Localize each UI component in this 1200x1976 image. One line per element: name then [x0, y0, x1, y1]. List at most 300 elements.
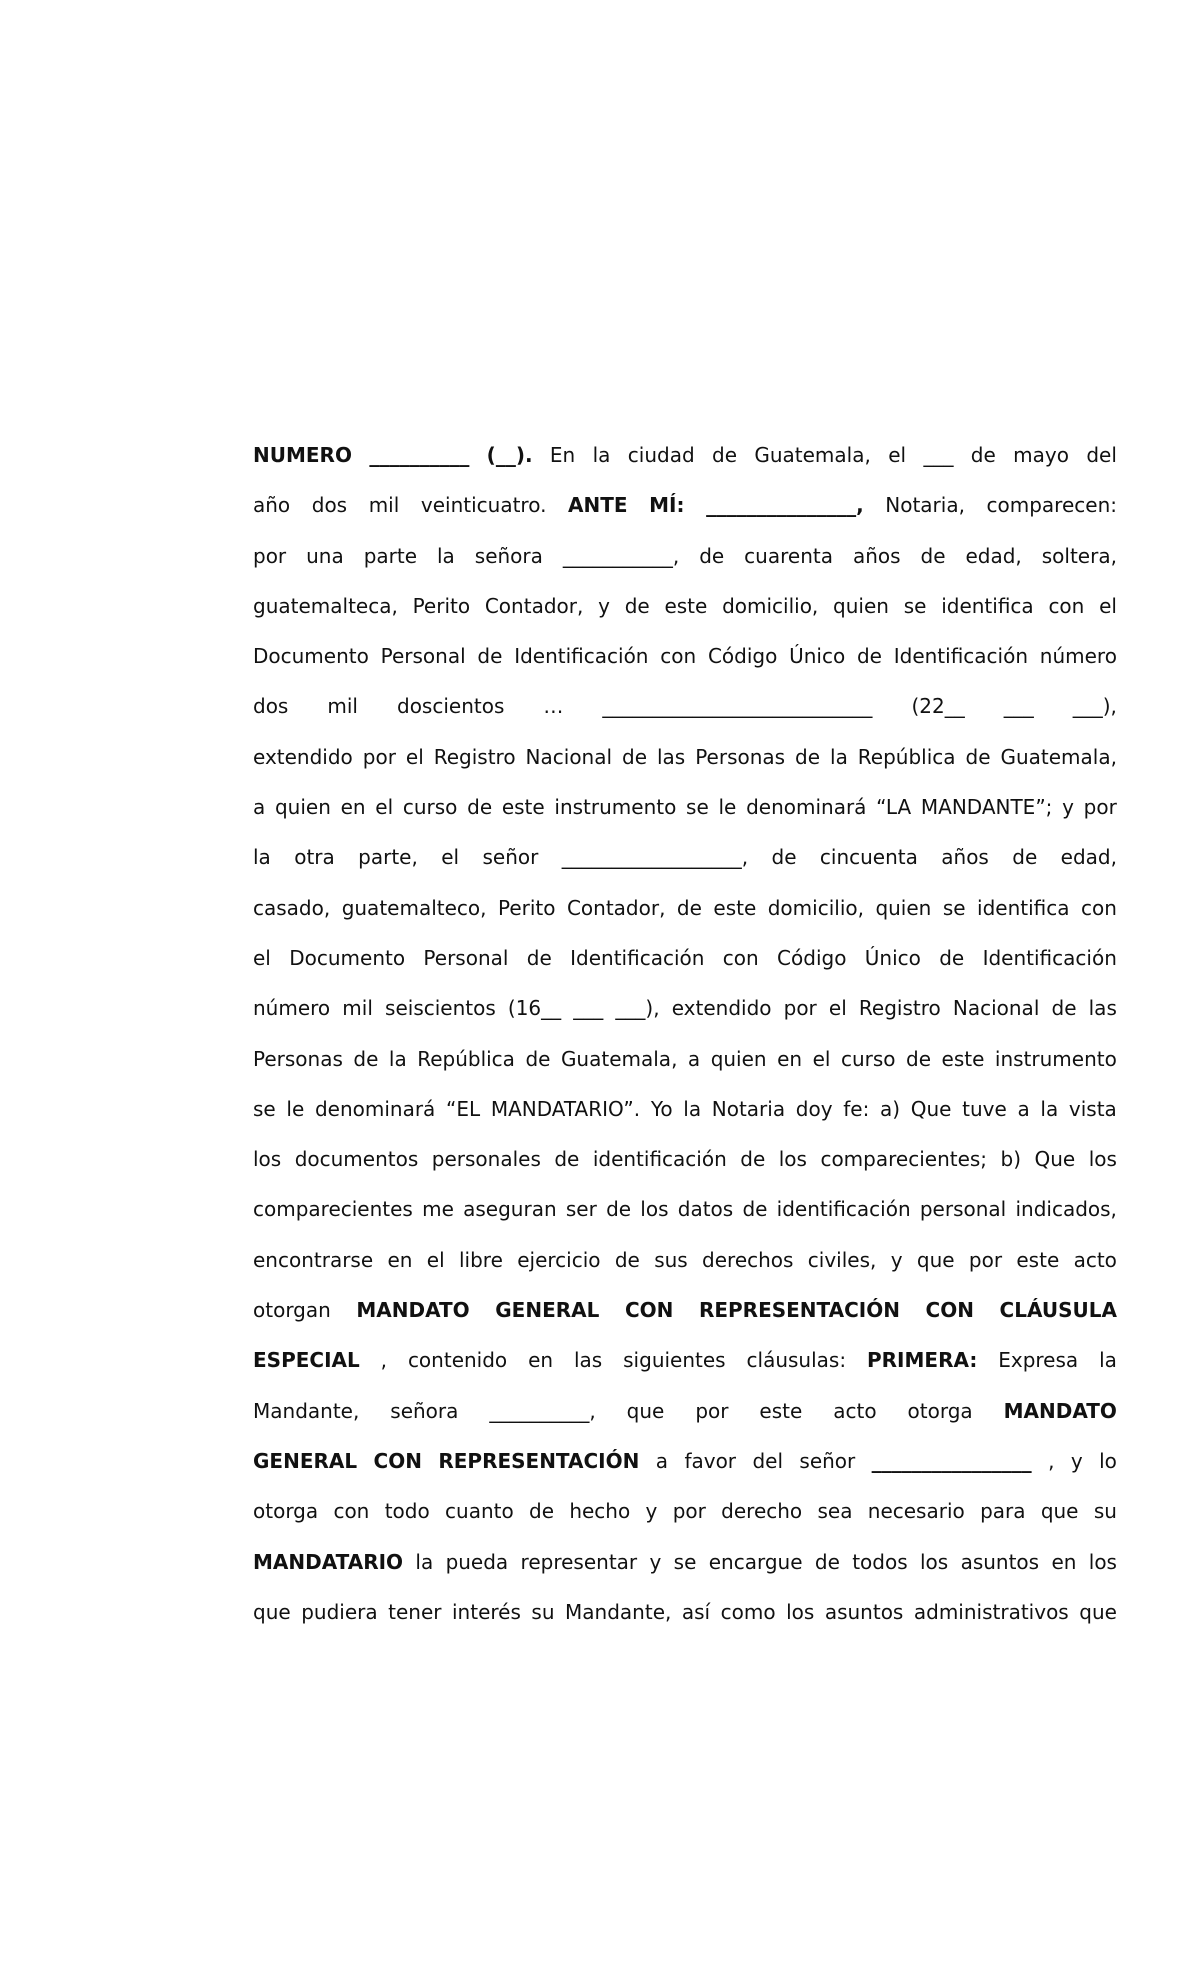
document-word: Nacional	[525, 744, 613, 769]
document-word: edad,	[965, 543, 1022, 568]
document-line	[253, 1335, 1117, 1385]
document-word: de	[624, 593, 650, 618]
document-line	[253, 1285, 1117, 1335]
document-word: fe:	[843, 1096, 870, 1121]
document-word: Mandante,	[565, 1599, 672, 1624]
document-word: de	[939, 945, 965, 970]
document-word: identificación	[776, 1197, 911, 1222]
document-word: favor	[684, 1448, 737, 1473]
document-word: con	[1048, 593, 1085, 618]
document-word: REPRESENTACIÓN	[438, 1448, 640, 1473]
document-word: el	[405, 744, 424, 769]
document-word: MANDATO	[1003, 1398, 1117, 1423]
document-word: GENERAL	[495, 1298, 600, 1323]
document-word: Personas	[253, 1046, 343, 1071]
document-word: todo	[384, 1499, 430, 1524]
document-word: este	[501, 795, 545, 820]
document-word: datos	[677, 1197, 734, 1222]
document-word: el	[888, 443, 907, 467]
document-word: otorga	[253, 1499, 319, 1524]
document-word: de	[920, 543, 946, 568]
document-word: Nacional	[952, 996, 1040, 1021]
document-line	[253, 883, 1117, 933]
document-line	[253, 933, 1117, 983]
document-word: ,	[1048, 1448, 1055, 1473]
document-word: Identificación	[514, 644, 649, 669]
document-word: __________________,	[561, 845, 749, 870]
document-line	[253, 1184, 1117, 1234]
document-word: Expresa	[998, 1348, 1079, 1373]
document-line	[253, 531, 1117, 581]
document-word: Identificación	[982, 945, 1117, 970]
document-word: de	[965, 744, 991, 769]
document-word: ANTE	[568, 493, 628, 518]
document-word: que	[253, 1599, 291, 1624]
document-word: mil	[327, 694, 358, 719]
document-word: asuntos	[824, 1599, 904, 1624]
document-word: este	[1016, 1247, 1060, 1272]
document-word: veinticuatro.	[420, 493, 547, 518]
document-word: acto	[1073, 1247, 1117, 1272]
document-word: doscientos	[397, 694, 505, 719]
document-word: las	[1088, 996, 1117, 1021]
document-word: este	[664, 593, 708, 618]
document-word: pudiera	[301, 1599, 378, 1624]
document-word: Documento	[289, 945, 406, 970]
document-word: ___	[1003, 694, 1034, 719]
document-word: acto	[833, 1398, 877, 1423]
document-word: la	[683, 1096, 702, 1121]
document-word: quien	[833, 593, 889, 618]
document-word: guatemalteco,	[341, 895, 487, 920]
document-word: siguientes	[623, 1348, 726, 1373]
document-word: MANDATARIO	[253, 1549, 404, 1574]
document-word: los	[920, 1549, 949, 1574]
document-word: mil	[368, 493, 400, 518]
document-word: por	[672, 1499, 706, 1524]
document-word: ___),	[1072, 694, 1117, 719]
document-word: número	[253, 996, 331, 1021]
document-word: se	[903, 593, 927, 618]
document-word: Código	[707, 644, 778, 669]
document-word: comparecen:	[986, 493, 1117, 518]
document-line	[253, 1134, 1117, 1184]
document-word: la	[253, 845, 271, 870]
document-word: Documento	[253, 644, 369, 669]
document-word: República	[857, 744, 956, 769]
document-word: ________________	[871, 1448, 1032, 1473]
document-word: __________	[369, 443, 470, 467]
document-word: CON	[373, 1448, 422, 1473]
document-word: indicados,	[1015, 1197, 1117, 1222]
document-word: NUMERO	[253, 443, 352, 467]
document-word: (16__	[507, 996, 562, 1021]
document-word: derechos	[702, 1247, 794, 1272]
document-word: identifica	[941, 593, 1034, 618]
document-word: personales	[431, 1147, 541, 1172]
document-word: quien	[274, 795, 331, 820]
document-word: parte,	[358, 845, 418, 870]
document-line	[253, 1084, 1117, 1134]
document-word: que	[1040, 1499, 1079, 1524]
document-word: instrumento	[994, 1046, 1117, 1071]
document-word: Personas	[695, 744, 786, 769]
document-word: Notaria,	[885, 493, 965, 518]
document-word: hecho	[569, 1499, 631, 1524]
document-word: y	[649, 1549, 662, 1574]
document-word: PRIMERA:	[867, 1348, 978, 1373]
document-word: tuve	[962, 1096, 1007, 1121]
document-word: Notaria	[711, 1096, 786, 1121]
document-word: este	[713, 895, 757, 920]
document-word: de	[477, 644, 503, 669]
document-word: cuanto	[445, 1499, 514, 1524]
document-word: a	[655, 1448, 669, 1473]
document-word: el	[828, 996, 847, 1021]
document-word: se	[253, 1096, 276, 1121]
document-word: los	[1088, 1549, 1117, 1574]
document-word: (22__	[911, 694, 965, 719]
document-word: y	[1070, 1448, 1083, 1473]
document-word: mil	[342, 996, 373, 1021]
document-word: de	[906, 1046, 932, 1071]
document-word: casado,	[253, 895, 331, 920]
document-word: ___),	[615, 996, 660, 1021]
document-word: se	[673, 1549, 697, 1574]
document-word: y	[890, 1247, 903, 1272]
document-word: pueda	[445, 1549, 509, 1574]
document-word: de	[529, 1499, 555, 1524]
document-word: contenido	[407, 1348, 508, 1373]
document-word: Guatemala,	[754, 443, 871, 467]
document-word: los	[253, 1147, 282, 1172]
document-word: ser	[565, 1197, 597, 1222]
document-word: necesario	[867, 1499, 965, 1524]
document-word: años	[852, 543, 901, 568]
document-line	[253, 1537, 1117, 1587]
document-word: con	[1080, 895, 1117, 920]
document-word: doy	[795, 1096, 833, 1121]
document-word: b)	[1000, 1147, 1022, 1172]
document-word: de	[622, 744, 648, 769]
document-word: Que	[910, 1096, 952, 1121]
document-line	[253, 1386, 1117, 1436]
document-word: de	[856, 644, 882, 669]
document-word: ___	[573, 996, 604, 1021]
document-word: de	[970, 443, 996, 467]
document-word: por	[362, 744, 396, 769]
document-word: de	[526, 945, 552, 970]
document-word: de	[614, 1247, 640, 1272]
document-word: tener	[388, 1599, 442, 1624]
document-word: Registro	[858, 996, 941, 1021]
document-line	[253, 1034, 1117, 1084]
document-line	[253, 480, 1117, 530]
document-line	[253, 732, 1117, 782]
document-word: de	[795, 744, 821, 769]
document-word: Único	[864, 945, 921, 970]
document-word: Guatemala,	[1000, 744, 1117, 769]
document-word: Guatemala,	[560, 1046, 678, 1071]
document-word: edad,	[1060, 845, 1117, 870]
document-line	[253, 782, 1117, 832]
document-word: por	[1083, 795, 1117, 820]
document-word: que	[916, 1247, 955, 1272]
document-word: en	[387, 1247, 413, 1272]
document-word: la	[1040, 1096, 1059, 1121]
document-word: Contador,	[484, 593, 584, 618]
document-word: los	[1088, 1147, 1117, 1172]
document-word: a	[687, 1046, 701, 1071]
document-word: en	[528, 1348, 554, 1373]
document-word: ___	[923, 443, 954, 467]
document-word: …	[543, 694, 564, 719]
document-word: Mandante,	[253, 1398, 360, 1423]
document-word: le	[286, 1096, 305, 1121]
document-word: a	[253, 795, 266, 820]
document-word: lo	[1099, 1448, 1117, 1473]
document-line	[253, 430, 1117, 480]
document-word: se	[686, 795, 709, 820]
document-word: de	[814, 1549, 840, 1574]
document-word: la	[1099, 1348, 1117, 1373]
document-word: En	[549, 443, 576, 467]
document-word: dos	[311, 493, 348, 518]
document-word: Registro	[433, 744, 516, 769]
document-word: por	[253, 543, 287, 568]
document-word: identificación	[592, 1147, 727, 1172]
document-word: este	[941, 1046, 985, 1071]
document-word: soltera,	[1041, 543, 1117, 568]
document-word: denominará	[746, 795, 867, 820]
document-word: el	[253, 945, 271, 970]
document-word: administrativos	[913, 1599, 1069, 1624]
document-word: MANDATARIO”.	[490, 1096, 641, 1121]
document-word: curso	[402, 795, 458, 820]
document-line	[253, 832, 1117, 882]
document-word: Código	[777, 945, 847, 970]
document-line	[253, 581, 1117, 631]
document-word: de	[676, 895, 702, 920]
document-word: de	[1012, 845, 1038, 870]
document-word: Identificación	[893, 644, 1029, 669]
document-word: Personal	[423, 945, 509, 970]
document-word: a)	[880, 1096, 901, 1121]
document-word: otra	[294, 845, 335, 870]
document-word: del	[1086, 443, 1117, 467]
document-word: ,	[380, 1348, 388, 1373]
document-word: quien	[875, 895, 932, 920]
document-word: me	[422, 1197, 454, 1222]
document-word: señor	[482, 845, 539, 870]
document-line	[253, 1436, 1117, 1486]
document-word: República	[417, 1046, 515, 1071]
document-word: personal	[919, 1197, 1007, 1222]
document-word: curso	[840, 1046, 896, 1071]
document-word: todos	[852, 1549, 908, 1574]
document-word: del	[752, 1448, 783, 1473]
document-word: dos	[253, 694, 289, 719]
document-word: los	[778, 1147, 807, 1172]
document-line	[253, 1486, 1117, 1536]
document-word: domicilio,	[722, 593, 819, 618]
document-line	[253, 983, 1117, 1033]
document-word: así	[681, 1599, 711, 1624]
document-word: de	[771, 845, 797, 870]
document-word: cláusulas:	[746, 1348, 847, 1373]
document-word: guatemalteca,	[253, 593, 398, 618]
document-word: señora	[390, 1398, 459, 1423]
document-word: Contador,	[566, 895, 666, 920]
document-word: de	[467, 795, 493, 820]
document-word: “LA	[876, 795, 912, 820]
document-word: de	[699, 543, 725, 568]
document-word: de	[606, 1197, 632, 1222]
document-body	[253, 430, 1117, 1637]
document-word: comparecientes	[253, 1197, 413, 1222]
document-word: encontrarse	[253, 1247, 374, 1272]
document-word: las	[573, 1348, 603, 1373]
document-word: Personal	[380, 644, 466, 669]
document-word: de	[554, 1147, 580, 1172]
document-word: otorga	[907, 1398, 973, 1423]
document-word: MANDATO	[356, 1298, 470, 1323]
document-word: seiscientos	[385, 996, 496, 1021]
document-word: cincuenta	[819, 845, 918, 870]
document-word: ___________________________	[602, 694, 873, 719]
document-word: Perito	[412, 593, 471, 618]
document-word: la	[592, 443, 611, 467]
document-word: Identificación	[570, 945, 705, 970]
document-word: civiles,	[807, 1247, 877, 1272]
document-word: extendido	[671, 996, 772, 1021]
document-word: de	[353, 1046, 379, 1071]
document-word: su	[1093, 1499, 1117, 1524]
document-word: Yo	[650, 1096, 673, 1121]
document-word: de	[712, 443, 737, 467]
document-word: el	[426, 1247, 445, 1272]
document-word: otorgan	[253, 1298, 331, 1323]
document-word: extendido	[253, 744, 353, 769]
document-word: con	[333, 1499, 370, 1524]
document-word: sea	[817, 1499, 853, 1524]
document-word: señora	[474, 543, 543, 568]
document-word: comparecientes;	[820, 1147, 988, 1172]
document-word: en	[340, 795, 366, 820]
document-word: como	[720, 1599, 776, 1624]
document-word: los	[786, 1599, 815, 1624]
document-word: las	[656, 744, 686, 769]
document-line	[253, 631, 1117, 681]
document-word: el	[441, 845, 460, 870]
document-word: con	[660, 644, 697, 669]
document-word: por	[695, 1398, 729, 1423]
document-word: identifica	[977, 895, 1070, 920]
document-word: vista	[1068, 1096, 1117, 1121]
document-word: interés	[452, 1599, 521, 1624]
document-word: GENERAL	[253, 1448, 358, 1473]
document-word: con	[722, 945, 759, 970]
document-word: el	[812, 1046, 831, 1071]
document-word: de	[742, 1197, 768, 1222]
document-word: Perito	[497, 895, 556, 920]
document-word: y	[645, 1499, 658, 1524]
document-line	[253, 1587, 1117, 1637]
document-word: aseguran	[463, 1197, 557, 1222]
document-word: señor	[799, 1448, 856, 1473]
document-word: mayo	[1013, 443, 1069, 467]
document-word: Que	[1034, 1147, 1076, 1172]
document-word: ESPECIAL	[253, 1348, 360, 1373]
document-word: Único	[789, 644, 846, 669]
document-word: asuntos	[960, 1549, 1040, 1574]
document-word: la	[415, 1549, 434, 1574]
document-word: cuarenta	[744, 543, 833, 568]
document-word: de	[525, 1046, 551, 1071]
document-word: que	[1079, 1599, 1117, 1624]
document-word: año	[253, 493, 291, 518]
document-word: la	[437, 543, 455, 568]
document-word: parte	[363, 543, 418, 568]
document-word: MÍ:	[649, 493, 685, 518]
document-word: en	[777, 1046, 803, 1071]
document-word: representar	[520, 1549, 638, 1574]
document-word: el	[1099, 593, 1117, 618]
document-word: CLÁUSULA	[999, 1298, 1117, 1323]
document-word: ciudad	[627, 443, 695, 467]
document-line	[253, 1235, 1117, 1285]
document-word: sus	[654, 1247, 688, 1272]
document-word: la	[388, 1046, 407, 1071]
document-word: CON	[925, 1298, 974, 1323]
document-word: la	[830, 744, 848, 769]
document-word: derecho	[721, 1499, 803, 1524]
document-line	[253, 681, 1117, 731]
document-word: y	[1062, 795, 1074, 820]
document-word: los	[640, 1197, 669, 1222]
document-word: le	[718, 795, 737, 820]
document-word: ___________,	[562, 543, 680, 568]
document-word: de	[740, 1147, 766, 1172]
document-word: ejercicio	[517, 1247, 601, 1272]
document-word: este	[759, 1398, 803, 1423]
document-word: denominará	[314, 1096, 436, 1121]
document-word: una	[306, 543, 344, 568]
document-word: (__).	[486, 443, 533, 467]
document-word: quien	[710, 1046, 767, 1071]
document-word: por	[968, 1247, 1003, 1272]
document-word: por	[783, 996, 817, 1021]
document-word: años	[941, 845, 989, 870]
document-word: que	[626, 1398, 665, 1423]
document-word: para	[980, 1499, 1026, 1524]
document-word: en	[1051, 1549, 1077, 1574]
document-word: documentos	[294, 1147, 419, 1172]
document-word: __________,	[489, 1398, 596, 1423]
document-word: libre	[459, 1247, 503, 1272]
document-word: CON	[624, 1298, 674, 1323]
document-word: domicilio,	[767, 895, 864, 920]
document-word: MANDANTE”;	[920, 795, 1053, 820]
document-word: y	[598, 593, 610, 618]
document-word: número	[1039, 644, 1117, 669]
document-word: a	[1017, 1096, 1030, 1121]
document-word: encargue	[708, 1549, 803, 1574]
document-word: se	[942, 895, 966, 920]
document-word: “EL	[446, 1096, 481, 1121]
document-word: su	[531, 1599, 555, 1624]
document-word: el	[375, 795, 394, 820]
